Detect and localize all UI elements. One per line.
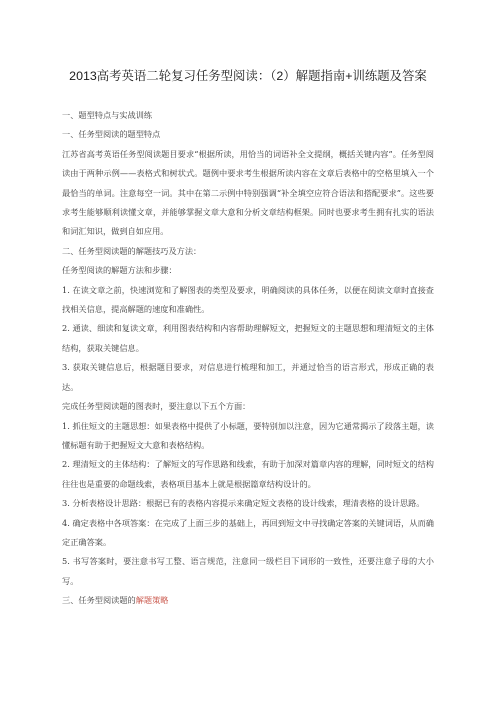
numbered-item: 2. 理清短文的主体结构：了解短文的写作思路和线索，有助于加深对篇章内容的理解，同时短文的结构往往也是重要的命题线索，表格项目基本上就是根据篇章结构设计的。 <box>62 459 434 489</box>
numbered-item: 1. 在读文章之前，快速浏览和了解图表的类型及要求，明确阅读的具体任务，以便在阅读文章时直接查找相关信息，提高解题的速度和准确性。 <box>62 284 434 315</box>
numbered-item: 3. 获取关键信息后，根据题目要求，对信息进行梳理和加工，并通过恰当的语言形式，形成正确的表达。 <box>62 362 434 392</box>
section-heading-strategy <box>62 591 434 610</box>
section-heading: 一、任务型阅读的题型特点 <box>62 129 161 140</box>
section-heading: 二、任务型阅读题的解题技巧及方法： <box>62 245 202 256</box>
body-paragraph: 完成任务型阅读题的图表时，要注意以下五个方面： <box>62 401 251 412</box>
body-paragraph: 任务型阅读的解题方法和步骤： <box>62 265 177 276</box>
section-heading: 一、题型特点与实战训练 <box>62 110 153 120</box>
strategy-link-text[interactable]: 解题策略 <box>135 595 169 606</box>
numbered-item: 2. 通读、细读和复读文章，利用图表结构和内容帮助理解短文，把握短文的主题思想和理清短文的主体结构，获取关键信息。 <box>62 323 434 353</box>
numbered-item: 5. 书写答案时，要注意书写工整、语言规范，注意同一级栏目下词形的一致性，还要注意子母的大小写。 <box>62 556 434 586</box>
document-body <box>62 106 434 611</box>
body-paragraph: 江苏省高考英语任务型阅读题目要求“根据所读，用恰当的词语补全文提纲，概括关键内容”。任务型阅读由于两种示例——表格式和树状式。题例中要求考生根据所读内容在文章后表格中的空格里填入一个最恰当的单词。注意每空一词。其中在第二示例中特别强调“补全填空应符合语法和搭配要求”。这些要求考生能够顺利读懂文章，并能够掌握文章大意和分析文章结构框架。同时也要求考生拥有扎实的语法和词汇知识，做到自如应用。 <box>62 148 434 237</box>
numbered-item: 1. 抓住短文的主题思想：如果表格中提供了小标题，要特别加以注意，因为它通常揭示了段落主题，读懂标题有助于把握短文大意和表格结构。 <box>62 420 434 450</box>
numbered-item: 4. 确定表格中各项答案：在完成了上面三步的基础上，再回到短文中寻找确定答案的关键词语，从而确定正确答案。 <box>62 517 434 547</box>
strategy-prefix: 三、任务型阅读题的 <box>62 595 136 606</box>
numbered-item: 3. 分析表格设计思路：根据已有的表格内容提示来确定短文表格的设计线索，理清表格的设计思路。 <box>62 498 425 509</box>
document-title: 2013高考英语二轮复习任务型阅读：（2）解题指南+训练题及答案 <box>69 69 427 83</box>
